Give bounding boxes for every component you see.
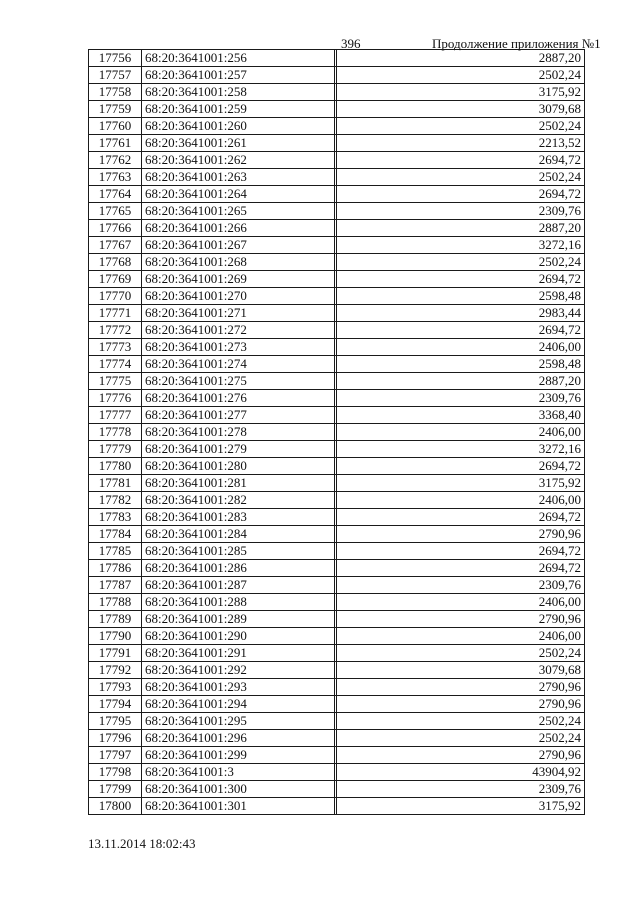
value-cell: 3175,92 <box>337 84 585 101</box>
cadastral-number-cell: 68:20:3641001:278 <box>142 424 335 441</box>
value-cell: 2406,00 <box>337 339 585 356</box>
cadastral-number-cell: 68:20:3641001:3 <box>142 764 335 781</box>
value-cell: 3175,92 <box>337 475 585 492</box>
cadastral-number-cell: 68:20:3641001:264 <box>142 186 335 203</box>
value-cell: 2406,00 <box>337 594 585 611</box>
value-cell: 2502,24 <box>337 254 585 271</box>
value-cell: 2309,76 <box>337 577 585 594</box>
value-cell: 3175,92 <box>337 798 585 815</box>
value-cell: 2887,20 <box>337 373 585 390</box>
table-row <box>89 509 585 526</box>
value-cell: 2598,48 <box>337 356 585 373</box>
value-cell: 2309,76 <box>337 781 585 798</box>
table-row <box>89 169 585 186</box>
row-number-cell: 17794 <box>89 696 142 713</box>
value-cell: 2790,96 <box>337 679 585 696</box>
cadastral-number-cell: 68:20:3641001:280 <box>142 458 335 475</box>
value-cell: 2983,44 <box>337 305 585 322</box>
value-cell: 2694,72 <box>337 271 585 288</box>
cadastral-number-cell: 68:20:3641001:286 <box>142 560 335 577</box>
table-row <box>89 696 585 713</box>
cadastral-number-cell: 68:20:3641001:281 <box>142 475 335 492</box>
value-cell: 2502,24 <box>337 67 585 84</box>
cadastral-number-cell: 68:20:3641001:266 <box>142 220 335 237</box>
table-row <box>89 118 585 135</box>
cadastral-number-cell: 68:20:3641001:299 <box>142 747 335 764</box>
page-number: 396 <box>341 36 361 51</box>
row-number-cell: 17788 <box>89 594 142 611</box>
value-cell: 2694,72 <box>337 509 585 526</box>
value-cell: 3272,16 <box>337 237 585 254</box>
row-number-cell: 17796 <box>89 730 142 747</box>
row-number-cell: 17775 <box>89 373 142 390</box>
table-row <box>89 356 585 373</box>
cadastral-number-cell: 68:20:3641001:284 <box>142 526 335 543</box>
value-cell: 3079,68 <box>337 662 585 679</box>
row-number-cell: 17800 <box>89 798 142 815</box>
row-number-cell: 17773 <box>89 339 142 356</box>
table-row <box>89 339 585 356</box>
table-row <box>89 628 585 645</box>
value-cell: 43904,92 <box>337 764 585 781</box>
row-number-cell: 17778 <box>89 424 142 441</box>
value-cell: 2406,00 <box>337 628 585 645</box>
table-row <box>89 458 585 475</box>
value-cell: 3368,40 <box>337 407 585 424</box>
value-cell: 2213,52 <box>337 135 585 152</box>
cadastral-number-cell: 68:20:3641001:283 <box>142 509 335 526</box>
row-number-cell: 17776 <box>89 390 142 407</box>
value-cell: 2887,20 <box>337 50 585 67</box>
table-row <box>89 390 585 407</box>
table-row <box>89 713 585 730</box>
table-row <box>89 594 585 611</box>
cadastral-number-cell: 68:20:3641001:272 <box>142 322 335 339</box>
table-row <box>89 50 585 67</box>
row-number-cell: 17761 <box>89 135 142 152</box>
table-row <box>89 101 585 118</box>
table-row <box>89 271 585 288</box>
row-number-cell: 17766 <box>89 220 142 237</box>
table-row <box>89 492 585 509</box>
cadastral-number-cell: 68:20:3641001:271 <box>142 305 335 322</box>
row-number-cell: 17795 <box>89 713 142 730</box>
table-row <box>89 67 585 84</box>
row-number-cell: 17785 <box>89 543 142 560</box>
row-number-cell: 17769 <box>89 271 142 288</box>
value-cell: 2502,24 <box>337 118 585 135</box>
table-row <box>89 475 585 492</box>
cadastral-number-cell: 68:20:3641001:290 <box>142 628 335 645</box>
row-number-cell: 17779 <box>89 441 142 458</box>
row-number-cell: 17760 <box>89 118 142 135</box>
print-timestamp: 13.11.2014 18:02:43 <box>88 836 196 851</box>
cadastral-number-cell: 68:20:3641001:279 <box>142 441 335 458</box>
cadastral-number-cell: 68:20:3641001:295 <box>142 713 335 730</box>
table-row <box>89 730 585 747</box>
row-number-cell: 17763 <box>89 169 142 186</box>
table-body <box>89 50 585 815</box>
cadastral-number-cell: 68:20:3641001:258 <box>142 84 335 101</box>
table-row <box>89 577 585 594</box>
table-row <box>89 679 585 696</box>
cadastral-number-cell: 68:20:3641001:274 <box>142 356 335 373</box>
table-row <box>89 237 585 254</box>
cadastral-number-cell: 68:20:3641001:293 <box>142 679 335 696</box>
row-number-cell: 17780 <box>89 458 142 475</box>
table-row <box>89 220 585 237</box>
value-cell: 2790,96 <box>337 696 585 713</box>
cadastral-number-cell: 68:20:3641001:285 <box>142 543 335 560</box>
cadastral-number-cell: 68:20:3641001:256 <box>142 50 335 67</box>
table-row <box>89 798 585 815</box>
cadastral-number-cell: 68:20:3641001:268 <box>142 254 335 271</box>
row-number-cell: 17790 <box>89 628 142 645</box>
cadastral-number-cell: 68:20:3641001:288 <box>142 594 335 611</box>
row-number-cell: 17768 <box>89 254 142 271</box>
table-row <box>89 662 585 679</box>
row-number-cell: 17765 <box>89 203 142 220</box>
cadastral-number-cell: 68:20:3641001:257 <box>142 67 335 84</box>
table-row <box>89 305 585 322</box>
cadastral-table <box>88 49 585 815</box>
cadastral-number-cell: 68:20:3641001:289 <box>142 611 335 628</box>
cadastral-number-cell: 68:20:3641001:294 <box>142 696 335 713</box>
table-row <box>89 645 585 662</box>
cadastral-number-cell: 68:20:3641001:265 <box>142 203 335 220</box>
row-number-cell: 17793 <box>89 679 142 696</box>
row-number-cell: 17786 <box>89 560 142 577</box>
cadastral-number-cell: 68:20:3641001:282 <box>142 492 335 509</box>
row-number-cell: 17798 <box>89 764 142 781</box>
cadastral-number-cell: 68:20:3641001:273 <box>142 339 335 356</box>
value-cell: 3272,16 <box>337 441 585 458</box>
row-number-cell: 17791 <box>89 645 142 662</box>
row-number-cell: 17797 <box>89 747 142 764</box>
table-row <box>89 407 585 424</box>
table-row <box>89 781 585 798</box>
cadastral-number-cell: 68:20:3641001:292 <box>142 662 335 679</box>
row-number-cell: 17784 <box>89 526 142 543</box>
table-row <box>89 424 585 441</box>
appendix-title: Продолжение приложения №1 <box>432 36 601 51</box>
cadastral-number-cell: 68:20:3641001:275 <box>142 373 335 390</box>
table-row <box>89 373 585 390</box>
row-number-cell: 17774 <box>89 356 142 373</box>
cadastral-number-cell: 68:20:3641001:277 <box>142 407 335 424</box>
table-row <box>89 611 585 628</box>
row-number-cell: 17771 <box>89 305 142 322</box>
value-cell: 2694,72 <box>337 152 585 169</box>
value-cell: 2887,20 <box>337 220 585 237</box>
cadastral-number-cell: 68:20:3641001:263 <box>142 169 335 186</box>
table-row <box>89 526 585 543</box>
value-cell: 2694,72 <box>337 458 585 475</box>
value-cell: 2502,24 <box>337 169 585 186</box>
table-row <box>89 288 585 305</box>
cadastral-number-cell: 68:20:3641001:267 <box>142 237 335 254</box>
value-cell: 2406,00 <box>337 424 585 441</box>
row-number-cell: 17762 <box>89 152 142 169</box>
row-number-cell: 17758 <box>89 84 142 101</box>
table-row <box>89 560 585 577</box>
value-cell: 2694,72 <box>337 543 585 560</box>
cadastral-number-cell: 68:20:3641001:296 <box>142 730 335 747</box>
value-cell: 2502,24 <box>337 645 585 662</box>
cadastral-number-cell: 68:20:3641001:291 <box>142 645 335 662</box>
table-row <box>89 764 585 781</box>
row-number-cell: 17772 <box>89 322 142 339</box>
row-number-cell: 17757 <box>89 67 142 84</box>
table-row <box>89 135 585 152</box>
row-number-cell: 17759 <box>89 101 142 118</box>
row-number-cell: 17781 <box>89 475 142 492</box>
value-cell: 2694,72 <box>337 560 585 577</box>
table-row <box>89 152 585 169</box>
row-number-cell: 17777 <box>89 407 142 424</box>
value-cell: 2694,72 <box>337 322 585 339</box>
value-cell: 2790,96 <box>337 611 585 628</box>
value-cell: 2790,96 <box>337 747 585 764</box>
table-row <box>89 747 585 764</box>
cadastral-number-cell: 68:20:3641001:287 <box>142 577 335 594</box>
value-cell: 3079,68 <box>337 101 585 118</box>
row-number-cell: 17770 <box>89 288 142 305</box>
value-cell: 2309,76 <box>337 203 585 220</box>
cadastral-number-cell: 68:20:3641001:301 <box>142 798 335 815</box>
value-cell: 2406,00 <box>337 492 585 509</box>
row-number-cell: 17764 <box>89 186 142 203</box>
row-number-cell: 17787 <box>89 577 142 594</box>
table-row <box>89 186 585 203</box>
value-cell: 2309,76 <box>337 390 585 407</box>
cadastral-number-cell: 68:20:3641001:261 <box>142 135 335 152</box>
value-cell: 2598,48 <box>337 288 585 305</box>
row-number-cell: 17799 <box>89 781 142 798</box>
table-row <box>89 543 585 560</box>
value-cell: 2790,96 <box>337 526 585 543</box>
row-number-cell: 17756 <box>89 50 142 67</box>
cadastral-number-cell: 68:20:3641001:262 <box>142 152 335 169</box>
cadastral-number-cell: 68:20:3641001:276 <box>142 390 335 407</box>
cadastral-number-cell: 68:20:3641001:300 <box>142 781 335 798</box>
row-number-cell: 17767 <box>89 237 142 254</box>
table-row <box>89 441 585 458</box>
cadastral-number-cell: 68:20:3641001:259 <box>142 101 335 118</box>
row-number-cell: 17789 <box>89 611 142 628</box>
cadastral-number-cell: 68:20:3641001:260 <box>142 118 335 135</box>
cadastral-number-cell: 68:20:3641001:269 <box>142 271 335 288</box>
table-row <box>89 254 585 271</box>
table-row <box>89 203 585 220</box>
table-row <box>89 322 585 339</box>
table-row <box>89 84 585 101</box>
row-number-cell: 17792 <box>89 662 142 679</box>
row-number-cell: 17783 <box>89 509 142 526</box>
value-cell: 2502,24 <box>337 730 585 747</box>
row-number-cell: 17782 <box>89 492 142 509</box>
value-cell: 2694,72 <box>337 186 585 203</box>
cadastral-number-cell: 68:20:3641001:270 <box>142 288 335 305</box>
value-cell: 2502,24 <box>337 713 585 730</box>
